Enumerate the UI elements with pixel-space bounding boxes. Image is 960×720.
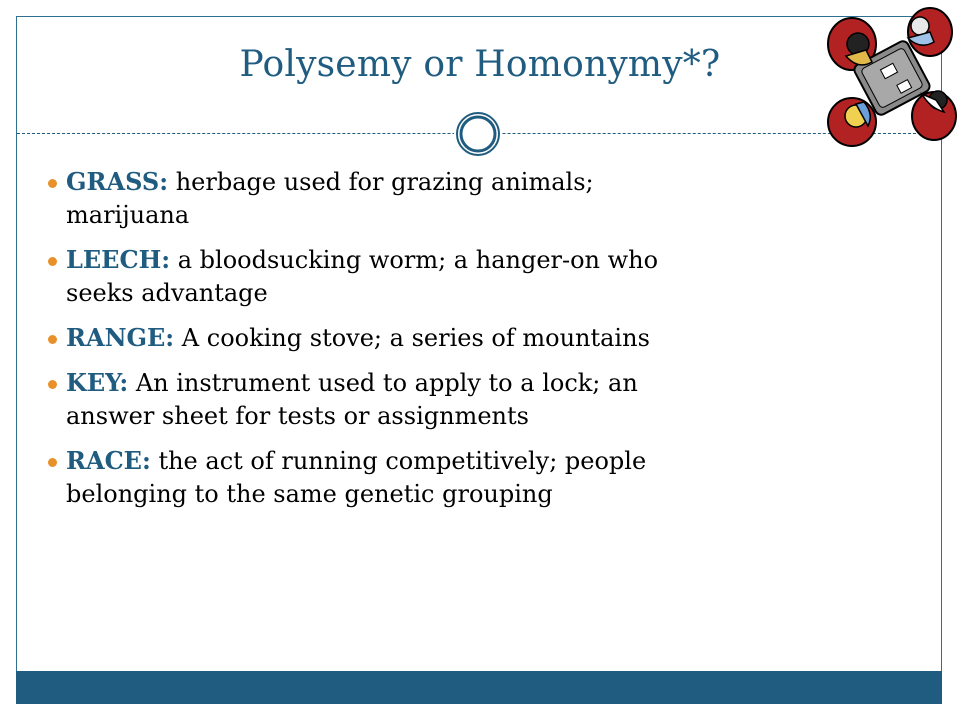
- term-label: KEY:: [66, 368, 129, 397]
- term-label: RANGE:: [66, 323, 175, 352]
- term-definition: herbage used for grazing animals; marijuana: [66, 168, 594, 229]
- term-definition: a bloodsucking worm; a hanger-on who seeks advantage: [66, 246, 659, 307]
- definition-list: [48, 165, 678, 522]
- bullet-dot-icon: [48, 458, 57, 467]
- term-definition: the act of running competitively; people belonging to the same genetic grouping: [66, 447, 647, 508]
- term-label: RACE:: [66, 446, 151, 475]
- list-item: [48, 366, 678, 433]
- bullet-dot-icon: [48, 335, 57, 344]
- list-item: [48, 321, 678, 355]
- bullet-dot-icon: [48, 179, 57, 188]
- bullet-dot-icon: [48, 257, 57, 266]
- term-definition: An instrument used to apply to a lock; an answer sheet for tests or assignments: [66, 369, 638, 430]
- meeting-table-clipart-icon: [812, 4, 960, 154]
- slide-title: Polysemy or Homonymy*?: [239, 44, 721, 85]
- list-item: [48, 165, 678, 232]
- footer-bar: [16, 671, 942, 704]
- term-definition: A cooking stove; a series of mountains: [174, 324, 650, 352]
- bullet-dot-icon: [48, 380, 57, 389]
- term-label: LEECH:: [66, 245, 171, 274]
- term-label: GRASS:: [66, 167, 169, 196]
- list-item: [48, 243, 678, 310]
- ring-ornament-icon: [454, 110, 502, 158]
- list-item: [48, 444, 678, 511]
